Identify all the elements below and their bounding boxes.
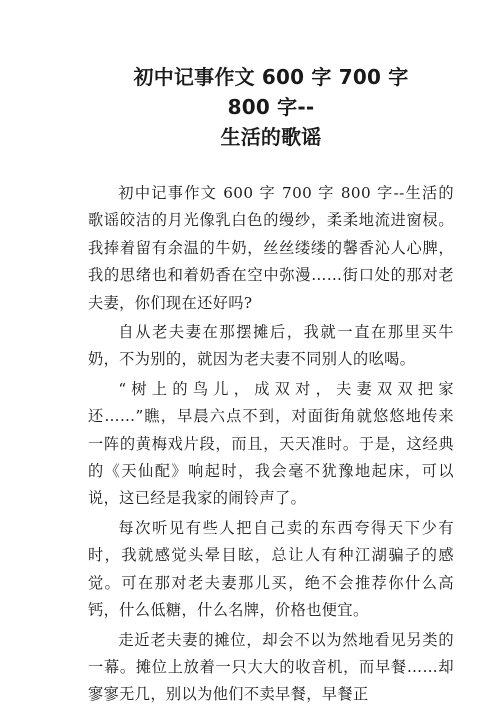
document-body: [88, 180, 454, 709]
title-line-2: 生活的歌谣: [220, 125, 322, 149]
title-line-1: 初中记事作文 600 字 700 字 800 字--: [133, 65, 409, 119]
paragraph: 走近老夫妻的摊位，却会不以为然地看见另类的一幕。摊位上放着一只大大的收音机，而早餐……却寥寥无几，别以为他们不卖早餐，早餐正: [88, 630, 454, 704]
paragraph: 初中记事作文 600 字 700 字 800 字--生活的歌谣皎洁的月光像乳白色的缦纱，柔柔地流进窗棂。我捧着留有余温的牛奶，丝丝缕缕的馨香沁人心脾，我的思绪也和着奶香在空中弥漫……街口处的那对老夫妻，你们现在还好吗?: [88, 184, 454, 312]
paragraph: 自从老夫妻在那摆摊后，我就一直在那里买牛奶，不为别的，就因为老夫妻不同别人的吆喝。: [88, 323, 454, 369]
paragraph: 每次听见有些人把自己卖的东西夸得天下少有时，我就感觉头晕目眩，总让人有种江湖骗子的感觉。可在那对老夫妻那儿买，绝不会推荐你什么高钙，什么低糖，什么名牌，价格也便宜。: [88, 518, 454, 620]
document-title: [110, 62, 432, 152]
paragraph: “树上的鸟儿，成双对，夫妻双双把家还……”瞧，早晨六点不到，对面街角就悠悠地传来一阵的黄梅戏片段，而且，天天准时。于是，这经典的《天仙配》响起时，我会毫不犹豫地起床，可以说，这已经是我家的闹铃声了。: [88, 379, 454, 508]
